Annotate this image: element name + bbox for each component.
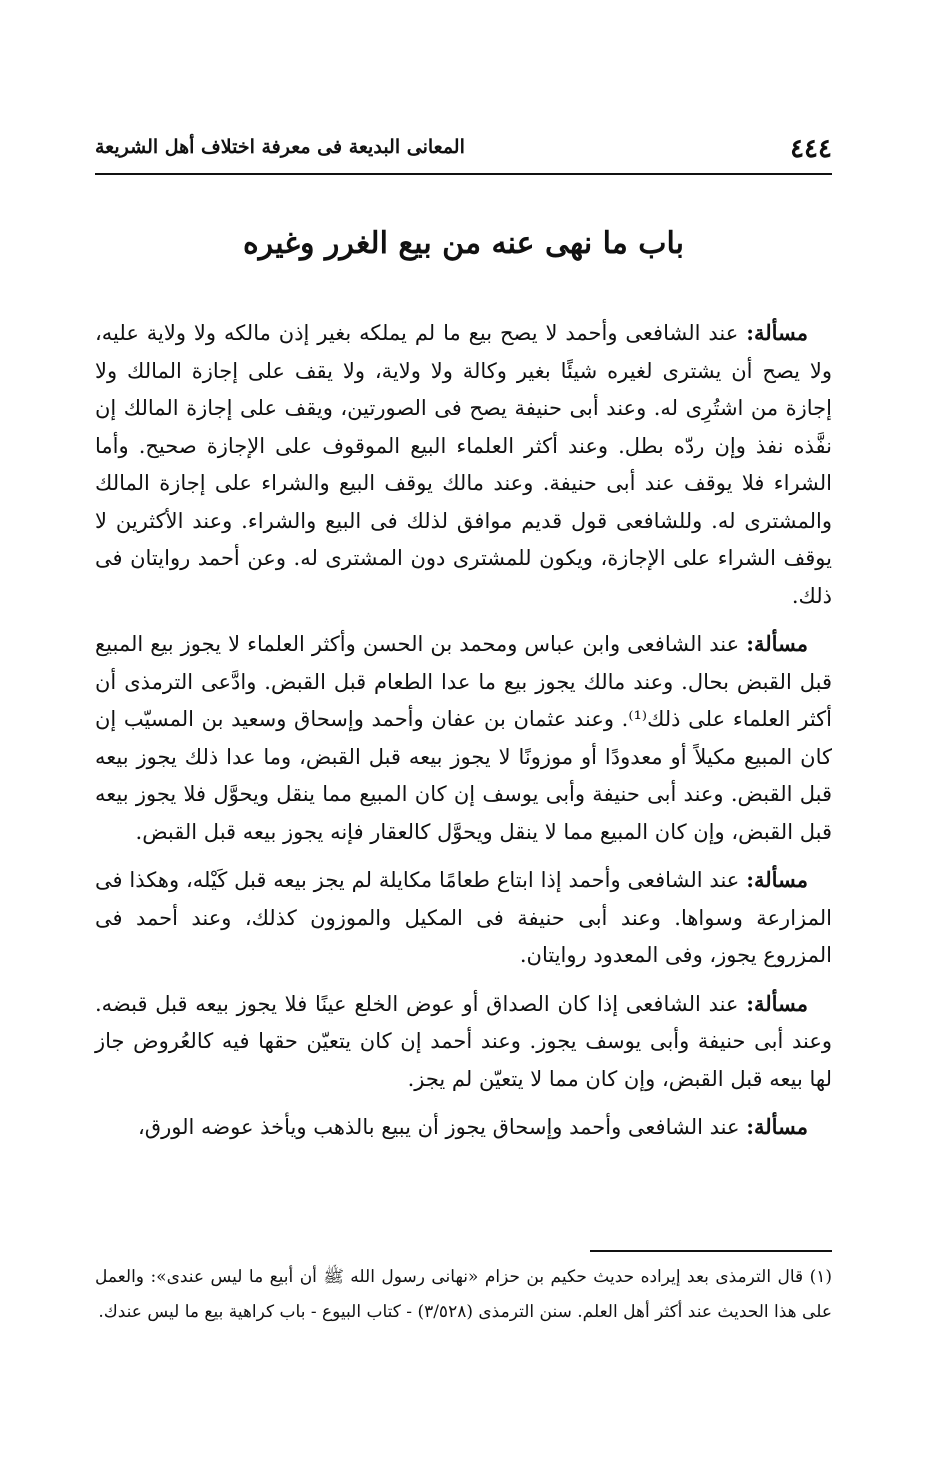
chapter-title: باب ما نهى عنه من بيع الغرر وغيره xyxy=(242,226,685,261)
footnote: (١) قال الترمذى بعد إيراده حديث حكيم بن حزام «نهانى رسول الله ﷺ أن أبيع ما ليس عندى»: والعمل على هذا الحديث عند أكثر أهل العلم. سنن الترمذى (٣/٥٢٨) - كتاب البيوع - باب كراهية بيع ما ليس عندك. xyxy=(95,1267,832,1322)
page-number: ٤٤٤ xyxy=(790,134,832,164)
footnotes xyxy=(95,1260,832,1330)
issue-paragraph xyxy=(95,314,832,615)
issue-label: مسألة: xyxy=(746,867,808,892)
body-text xyxy=(95,314,832,1157)
issue-text: عند الشافعى وابن عباس ومحمد بن الحسن وأكثر العلماء لا يجوز بيع المبيع قبل القبض بحال. وعند مالك يجوز بيع ما عدا الطعام قبل القبض. وادَّعى الترمذى أن أكثر العلماء على ذلك⁽¹⁾. وعند عثمان بن عفان وأحمد وإسحاق وسعيد بن المسيّب إن كان المبيع مكيلاً أو معدودًا أو موزونًا لا يجوز بيعه قبل القبض، وما عدا ذلك يجوز بيعه قبل القبض. وعند أبى حنيفة وأبى يوسف إن كان المبيع مما ينقل ويحوَّل فلا يجوز بيعه قبل القبض، وإن كان المبيع مما لا ينقل ويحوَّل كالعقار فإنه يجوز بيعه قبل القبض. xyxy=(95,632,832,844)
issue-text: عند الشافعى وأحمد وإسحاق يجوز أن يبيع بالذهب ويأخذ عوضه الورق، xyxy=(138,1115,740,1139)
running-title: المعانى البديعة فى معرفة اختلاف أهل الشريعة xyxy=(95,136,465,158)
page-header xyxy=(95,128,832,172)
issue-paragraph xyxy=(95,861,832,975)
issue-text: عند الشافعى وأحمد إذا ابتاع طعامًا مكايلة لم يجز بيعه قبل كَيْله، وهكذا فى المزارعة وسواها. وعند أبى حنيفة فى المكيل والموزون كذلك، وعند أحمد فى المزروع يجوز، وفى المعدود روايتان. xyxy=(95,868,832,967)
footnote-rule xyxy=(590,1250,832,1252)
issue-text: عند الشافعى وأحمد لا يصح بيع ما لم يملكه بغير إذن مالكه ولا ولاية عليه، ولا يصح أن يشترى لغيره شيئًا بغير وكالة ولا ولاية، ولا يقف على إجازة المالك ولا إجازة من اشتُرِى له. وعند أبى حنيفة يصح فى الصورتين، ويقف على إجازة المالك إن نفَّذه نفذ وإن ردّه بطل. وعند أكثر العلماء البيع الموقوف على الإجازة صحيح. وأما الشراء فلا يوقف عند أبى حنيفة. وعند مالك يوقف البيع والشراء على إجازة المالك والمشترى له. وللشافعى قول قديم موافق لذلك فى البيع والشراء. وعند الأكثرين لا يوقف الشراء على الإجازة، ويكون للمشترى دون المشترى له. وعن أحمد روايتان فى ذلك. xyxy=(95,321,832,608)
issue-paragraph xyxy=(95,985,832,1099)
header-rule xyxy=(95,173,832,175)
issue-text: عند الشافعى إذا كان الصداق أو عوض الخلع عينًا فلا يجوز بيعه قبل قبضه. وعند أبى حنيفة وأبى يوسف يجوز. وعند أحمد إن كان يتعيّن حقها فيه كالعُروض جاز لها بيعه قبل القبض، وإن كان مما لا يتعيّن لم يجز. xyxy=(95,991,832,1091)
issue-label: مسألة: xyxy=(746,990,808,1016)
issue-paragraph xyxy=(95,625,832,851)
issue-paragraph xyxy=(95,1108,832,1147)
issue-label: مسألة: xyxy=(746,320,808,345)
issue-label: مسألة: xyxy=(746,631,808,656)
issue-label: مسألة: xyxy=(746,1114,808,1139)
